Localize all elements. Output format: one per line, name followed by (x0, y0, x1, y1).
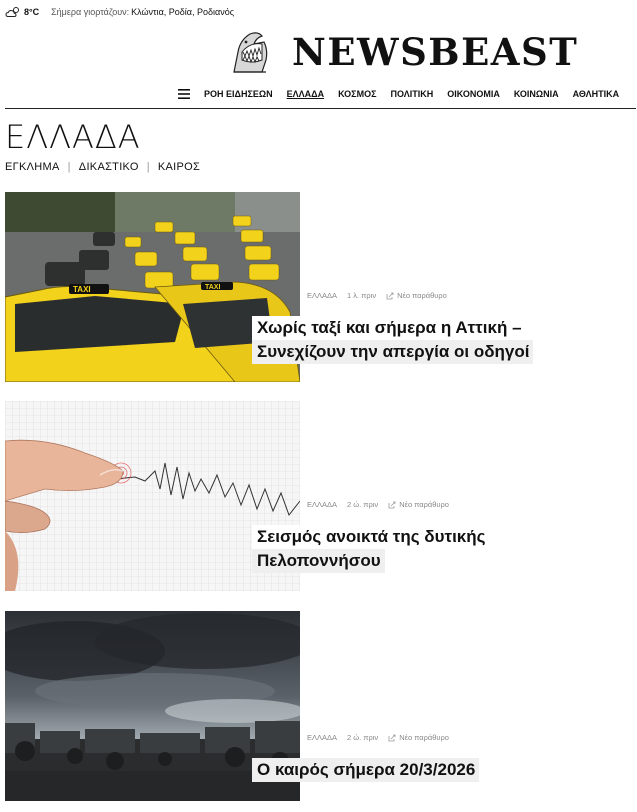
separator: | (67, 161, 71, 173)
article-headline[interactable] (252, 525, 490, 573)
article-time: 2 ώ. πριν (347, 500, 379, 509)
svg-text:TAXI: TAXI (205, 284, 221, 291)
article-meta (307, 291, 447, 300)
shark-icon (228, 30, 272, 74)
article-card[interactable] (5, 401, 636, 591)
nav-item-news-feed[interactable]: ΡΟΗ ΕΙΔΗΣΕΩΝ (204, 89, 273, 99)
article-meta (307, 500, 449, 509)
main-nav (178, 86, 619, 102)
article-meta (307, 733, 449, 742)
header-divider (5, 108, 636, 109)
nav-item-politics[interactable]: ΠΟΛΙΤΙΚΗ (390, 89, 434, 99)
nav-item-society[interactable]: ΚΟΙΝΩΝΙΑ (513, 89, 559, 99)
nameday-label: Σήμερα γιορτάζουν: (51, 7, 130, 17)
separator: | (146, 161, 150, 173)
article-headline[interactable] (252, 316, 533, 364)
subcategory-judicial[interactable]: ΔΙΚΑΣΤΙΚΟ (78, 161, 139, 173)
article-card[interactable] (5, 192, 636, 382)
site-logo[interactable] (228, 30, 578, 74)
article-category[interactable]: ΕΛΛΑΔΑ (307, 291, 338, 300)
hamburger-icon[interactable] (178, 89, 190, 99)
external-link-icon (388, 501, 396, 509)
temperature: 8°C (24, 7, 40, 17)
nav-item-economy[interactable]: ΟΙΚΟΝΟΜΙΑ (447, 89, 500, 99)
nav-item-sports[interactable]: ΑΘΛΗΤΙΚΑ (572, 89, 620, 99)
external-link-icon (386, 292, 394, 300)
headline-line[interactable]: Πελοποννήσου (252, 549, 385, 573)
subcategory-crime[interactable]: ΕΓΚΛΗΜΑ (5, 161, 60, 173)
article-time: 2 ώ. πριν (347, 733, 379, 742)
nav-item-world[interactable]: ΚΟΣΜΟΣ (338, 89, 377, 99)
article-card[interactable] (5, 611, 636, 801)
nav-item-greece[interactable]: ΕΛΛΑΔΑ (286, 89, 325, 99)
article-category[interactable]: ΕΛΛΑΔΑ (307, 500, 338, 509)
article-status[interactable]: Νέο παράθυρο (399, 500, 449, 509)
headline-line[interactable]: Χωρίς ταξί και σήμερα η Αττική – (252, 316, 526, 340)
article-category[interactable]: ΕΛΛΑΔΑ (307, 733, 338, 742)
external-link-icon (388, 734, 396, 742)
article-status[interactable]: Νέο παράθυρο (397, 291, 447, 300)
subcategory-weather[interactable]: ΚΑΙΡΟΣ (157, 161, 201, 173)
subcategory-nav (5, 161, 200, 173)
article-status[interactable]: Νέο παράθυρο (399, 733, 449, 742)
nameday-names[interactable]: Κλώντια, Ροδία, Ροδιανός (131, 7, 235, 17)
site-name: NEWSBEAST (292, 30, 579, 74)
headline-line[interactable]: Ο καιρός σήμερα 20/3/2026 (252, 758, 479, 782)
headline-line[interactable]: Σεισμός ανοικτά της δυτικής (252, 525, 490, 549)
headline-line[interactable]: Συνεχίζουν την απεργία οι οδηγοί (252, 340, 533, 364)
page-title: ΕΛΛΑΔΑ (5, 118, 141, 156)
article-time: 1 λ. πριν (347, 291, 377, 300)
article-headline[interactable] (252, 758, 479, 782)
top-bar (5, 4, 234, 20)
svg-text:TAXI: TAXI (73, 285, 91, 294)
cloud-sun-icon (5, 6, 21, 18)
